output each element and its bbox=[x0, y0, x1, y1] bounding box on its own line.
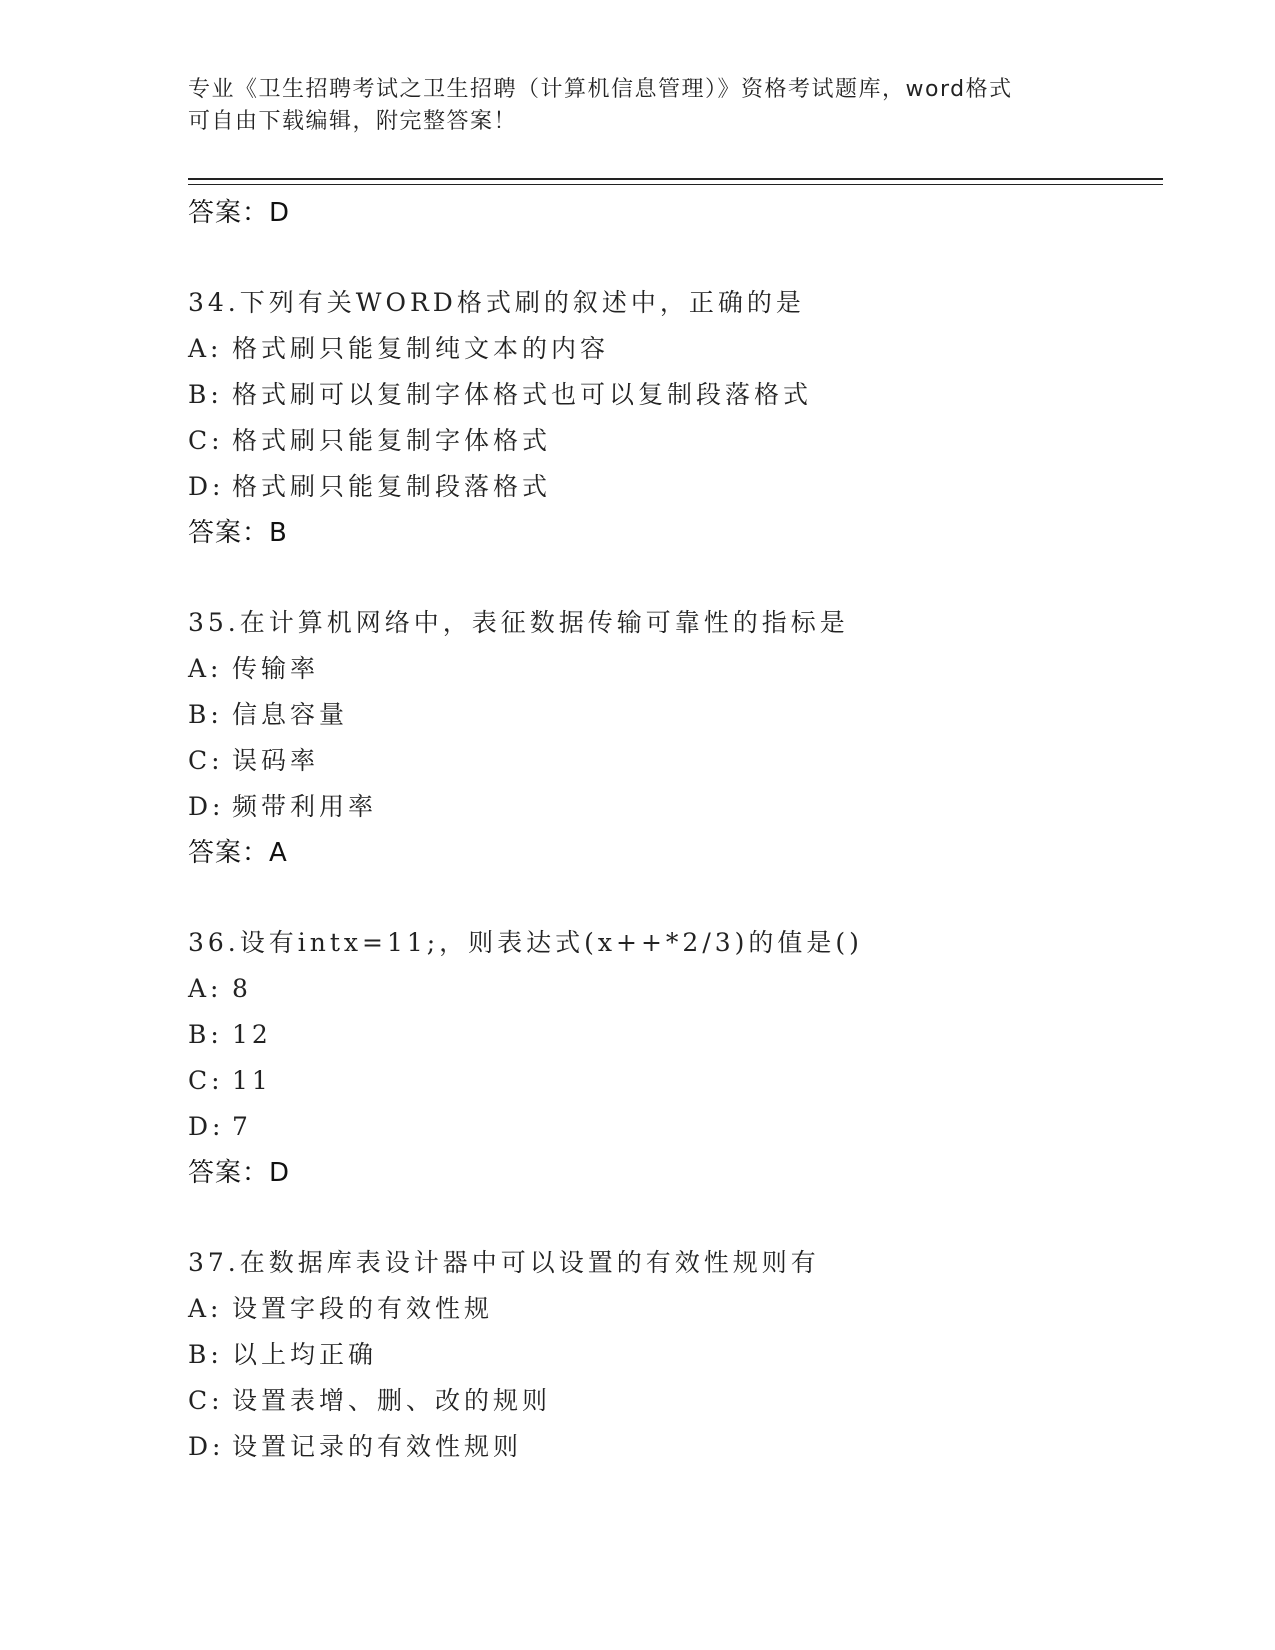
option-c bbox=[188, 1058, 1168, 1104]
option-c bbox=[188, 1378, 1168, 1424]
option-text: 设置记录的有效性规则 bbox=[232, 1432, 523, 1461]
option-c bbox=[188, 738, 1168, 784]
question-text: 35.在计算机网络中，表征数据传输可靠性的指标是 bbox=[188, 608, 849, 637]
answer-text: 答案：D bbox=[188, 198, 291, 228]
option-label: B: bbox=[188, 1020, 223, 1049]
option-d bbox=[188, 464, 1168, 510]
option-b bbox=[188, 1332, 1168, 1378]
option-b bbox=[188, 692, 1168, 738]
option-d bbox=[188, 1424, 1168, 1470]
option-text: 11 bbox=[232, 1066, 272, 1095]
header-rule-thin bbox=[188, 184, 1163, 185]
option-text: 误码率 bbox=[232, 746, 320, 775]
option-label: B: bbox=[188, 700, 223, 729]
option-label: A: bbox=[188, 334, 223, 363]
option-label: D: bbox=[188, 1432, 225, 1461]
question-37 bbox=[188, 1240, 1168, 1470]
option-text: 格式刷只能复制纯文本的内容 bbox=[232, 334, 610, 363]
option-text: 格式刷可以复制字体格式也可以复制段落格式 bbox=[232, 380, 813, 409]
option-label: A: bbox=[188, 974, 223, 1003]
option-label: A: bbox=[188, 1294, 223, 1323]
option-a bbox=[188, 646, 1168, 692]
question-34 bbox=[188, 280, 1168, 556]
option-text: 频带利用率 bbox=[232, 792, 378, 821]
question-text: 37.在数据库表设计器中可以设置的有效性规则有 bbox=[188, 1248, 820, 1277]
header-line-2: 可自由下载编辑，附完整答案！ bbox=[188, 109, 518, 134]
option-label: C: bbox=[188, 1386, 224, 1415]
option-text: 设置表增、删、改的规则 bbox=[232, 1386, 552, 1415]
document-header bbox=[188, 74, 1088, 138]
question-35 bbox=[188, 600, 1168, 876]
header-rule-thick bbox=[188, 178, 1163, 180]
option-text: 设置字段的有效性规 bbox=[232, 1294, 494, 1323]
answer-text: 答案：B bbox=[188, 518, 288, 548]
option-a bbox=[188, 326, 1168, 372]
option-text: 7 bbox=[232, 1112, 252, 1141]
question-list bbox=[188, 190, 1168, 1470]
option-b bbox=[188, 372, 1168, 418]
answer-text: 答案：D bbox=[188, 1158, 291, 1188]
option-label: B: bbox=[188, 380, 223, 409]
option-label: B: bbox=[188, 1340, 223, 1369]
option-label: C: bbox=[188, 1066, 224, 1095]
option-label: D: bbox=[188, 472, 225, 501]
option-label: D: bbox=[188, 1112, 225, 1141]
option-text: 信息容量 bbox=[232, 700, 349, 729]
option-a bbox=[188, 1286, 1168, 1332]
answer-text: 答案：A bbox=[188, 838, 288, 868]
option-label: D: bbox=[188, 792, 225, 821]
option-c bbox=[188, 418, 1168, 464]
option-label: C: bbox=[188, 746, 224, 775]
option-text: 12 bbox=[232, 1020, 272, 1049]
option-text: 格式刷只能复制字体格式 bbox=[232, 426, 552, 455]
question-36 bbox=[188, 920, 1168, 1196]
option-text: 8 bbox=[232, 974, 252, 1003]
option-text: 以上均正确 bbox=[232, 1340, 378, 1369]
question-text: 34.下列有关WORD格式刷的叙述中，正确的是 bbox=[188, 288, 805, 317]
option-text: 格式刷只能复制段落格式 bbox=[232, 472, 552, 501]
option-a bbox=[188, 966, 1168, 1012]
question-text: 36.设有intx=11;，则表达式(x++*2/3)的值是() bbox=[188, 928, 863, 957]
option-text: 传输率 bbox=[232, 654, 320, 683]
header-line-1: 专业《卫生招聘考试之卫生招聘（计算机信息管理）》资格考试题库，word格式 bbox=[188, 77, 1013, 102]
option-b bbox=[188, 1012, 1168, 1058]
option-d bbox=[188, 1104, 1168, 1150]
option-label: C: bbox=[188, 426, 224, 455]
option-d bbox=[188, 784, 1168, 830]
option-label: A: bbox=[188, 654, 223, 683]
